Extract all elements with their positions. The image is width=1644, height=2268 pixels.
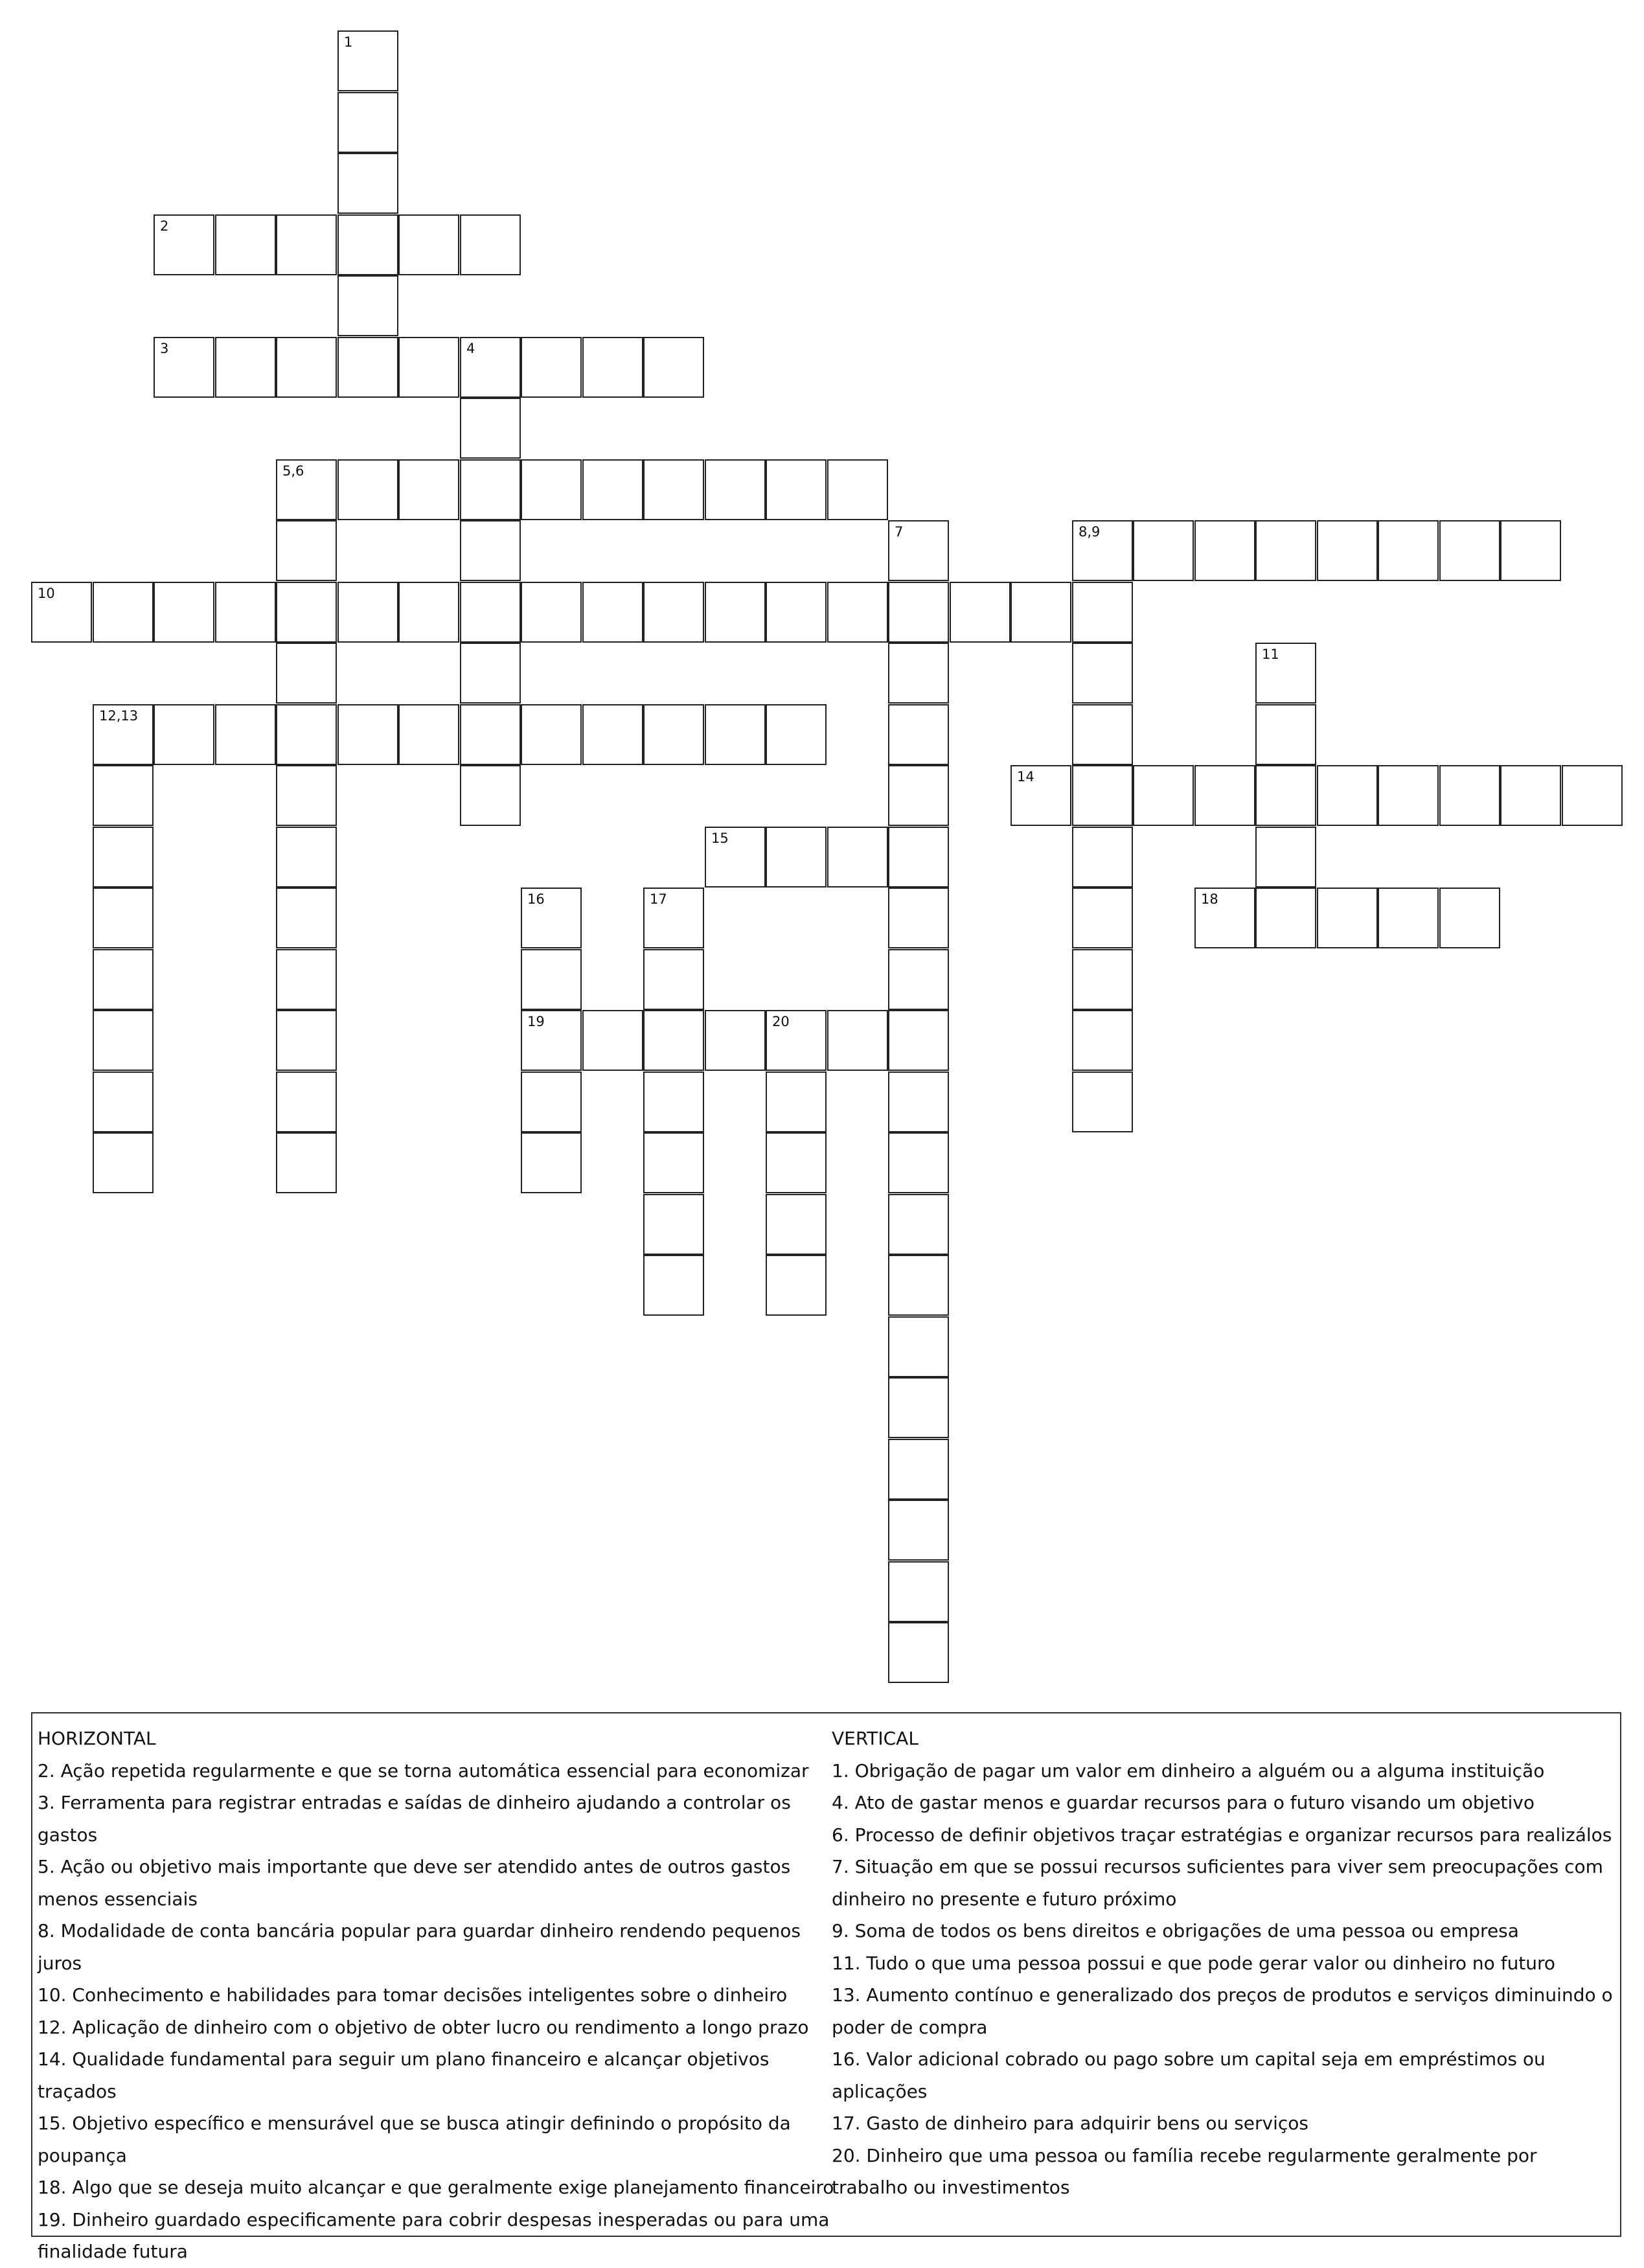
crossword-cell[interactable] <box>582 459 643 520</box>
crossword-cell[interactable] <box>643 704 704 765</box>
crossword-cell[interactable] <box>1500 520 1561 581</box>
crossword-cell[interactable] <box>460 459 521 520</box>
crossword-cell[interactable] <box>276 704 337 765</box>
crossword-cell[interactable] <box>521 337 582 398</box>
crossword-cell[interactable] <box>888 582 949 643</box>
clue-v6: 6. Processo de definir objetivos traçar estratégias e organizar recursos para realizálos <box>832 1824 1612 1846</box>
crossword-cell[interactable] <box>643 1010 704 1071</box>
crossword-cell[interactable] <box>337 275 398 336</box>
crossword-cell[interactable] <box>337 459 398 520</box>
clue-h5: 5. Ação ou objetivo mais importante que deve ser atendido antes de outros gastos menos essenciais <box>38 1856 791 1910</box>
crossword-cell[interactable] <box>337 337 398 398</box>
crossword-cell[interactable] <box>888 1010 949 1071</box>
crossword-cell[interactable] <box>337 214 398 275</box>
clue-number: 2 <box>160 218 169 234</box>
crossword-cell[interactable] <box>276 827 337 888</box>
crossword-cell[interactable] <box>827 1010 888 1071</box>
crossword-cell[interactable] <box>888 888 949 948</box>
crossword-cell[interactable] <box>1194 765 1255 826</box>
crossword-cell[interactable] <box>93 888 154 948</box>
clue-number: 8,9 <box>1079 524 1101 540</box>
crossword-cell[interactable] <box>888 765 949 826</box>
clue-number: 18 <box>1201 891 1218 907</box>
crossword-cell[interactable] <box>766 459 827 520</box>
crossword-cell[interactable] <box>154 214 214 275</box>
crossword-cell[interactable] <box>582 337 643 398</box>
crossword-cell[interactable] <box>1010 765 1071 826</box>
crossword-cell[interactable] <box>705 704 766 765</box>
crossword-cell[interactable] <box>215 582 276 643</box>
crossword-cell[interactable] <box>1378 888 1439 948</box>
crossword-cell[interactable] <box>888 520 949 581</box>
crossword-cell[interactable] <box>215 704 276 765</box>
crossword-cell[interactable] <box>154 337 214 398</box>
crossword-cell[interactable] <box>1317 520 1378 581</box>
crossword-cell[interactable] <box>1439 520 1500 581</box>
crossword-cell[interactable] <box>337 582 398 643</box>
clue-v20: 20. Dinheiro que uma pessoa ou família recebe regularmente geralmente por trabalho ou investimentos <box>832 2144 1537 2198</box>
crossword-cell[interactable] <box>1133 520 1194 581</box>
crossword-cell[interactable] <box>276 643 337 704</box>
crossword-cell[interactable] <box>276 888 337 948</box>
crossword-cell[interactable] <box>888 1622 949 1683</box>
clue-number: 5,6 <box>282 463 304 479</box>
clue-v13: 13. Aumento contínuo e generalizado dos preços de produtos e serviços diminuindo o poder de compra <box>832 1984 1613 2038</box>
crossword-cell[interactable] <box>276 582 337 643</box>
clue-number: 10 <box>38 586 55 601</box>
crossword-cell[interactable] <box>521 459 582 520</box>
crossword-cell[interactable] <box>888 1500 949 1561</box>
crossword-cell[interactable] <box>643 1132 704 1193</box>
clue-number: 15 <box>711 830 729 846</box>
crossword-cell[interactable] <box>827 582 888 643</box>
crossword-cell[interactable] <box>521 704 582 765</box>
clue-h8: 8. Modalidade de conta bancária popular para guardar dinheiro rendendo pequenos juros <box>38 1920 801 1974</box>
crossword-cell[interactable] <box>888 1561 949 1622</box>
crossword-cell[interactable] <box>1072 643 1133 704</box>
crossword-cell[interactable] <box>276 214 337 275</box>
crossword-cell[interactable] <box>276 1010 337 1071</box>
crossword-cell[interactable] <box>1072 520 1133 581</box>
crossword-cell[interactable] <box>215 214 276 275</box>
clue-number: 19 <box>527 1014 545 1029</box>
clue-h18: 18. Algo que se deseja muito alcançar e que geralmente exige planejamento financeiro <box>38 2177 834 2198</box>
crossword-cell[interactable] <box>705 582 766 643</box>
crossword-cell[interactable] <box>521 1132 582 1193</box>
crossword-cell[interactable] <box>888 827 949 888</box>
crossword-cell[interactable] <box>827 827 888 888</box>
crossword-cell[interactable] <box>460 214 521 275</box>
crossword-cell[interactable] <box>460 765 521 826</box>
crossword-cell[interactable] <box>337 92 398 153</box>
clue-v9: 9. Soma de todos os bens direitos e obrigações de uma pessoa ou empresa <box>832 1920 1519 1942</box>
crossword-cell[interactable] <box>337 153 398 214</box>
crossword-cell[interactable] <box>93 1010 154 1071</box>
crossword-cell[interactable] <box>337 704 398 765</box>
clue-number: 20 <box>772 1014 790 1029</box>
clue-number: 1 <box>344 34 353 50</box>
crossword-cell[interactable] <box>705 459 766 520</box>
crossword-cell[interactable] <box>766 582 827 643</box>
clue-number: 7 <box>895 524 904 540</box>
crossword-cell[interactable] <box>766 827 827 888</box>
crossword-cell[interactable] <box>93 582 154 643</box>
crossword-cell[interactable] <box>1072 1071 1133 1132</box>
crossword-cell[interactable] <box>643 459 704 520</box>
clue-number: 4 <box>466 341 475 356</box>
clue-h10: 10. Conhecimento e habilidades para tomar decisões inteligentes sobre o dinheiro <box>38 1984 788 2006</box>
crossword-cell[interactable] <box>1072 827 1133 888</box>
crossword-cell[interactable] <box>276 459 337 520</box>
crossword-cell[interactable] <box>766 1255 827 1316</box>
clue-h12: 12. Aplicação de dinheiro com o objetivo de obter lucro ou rendimento a longo prazo <box>38 2016 809 2038</box>
crossword-cell[interactable] <box>1255 765 1316 826</box>
clue-number: 3 <box>160 341 169 356</box>
clue-v11: 11. Tudo o que uma pessoa possui e que pode gerar valor ou dinheiro no futuro <box>832 1952 1556 1974</box>
crossword-cell[interactable] <box>1255 704 1316 765</box>
crossword-cell[interactable] <box>154 704 214 765</box>
crossword-cell[interactable] <box>1439 765 1500 826</box>
crossword-cell[interactable] <box>1317 888 1378 948</box>
crossword-cell[interactable] <box>582 704 643 765</box>
clue-number: 11 <box>1262 647 1279 662</box>
crossword-cell[interactable] <box>950 582 1010 643</box>
crossword-cell[interactable] <box>276 520 337 581</box>
crossword-cell[interactable] <box>643 1194 704 1255</box>
crossword-cell[interactable] <box>1255 643 1316 704</box>
clue-v4: 4. Ato de gastar menos e guardar recursos para o futuro visando um objetivo <box>832 1792 1535 1813</box>
clue-h15: 15. Objetivo específico e mensurável que se busca atingir definindo o propósito da poupança <box>38 2113 791 2166</box>
vertical-clues <box>832 1723 1617 2204</box>
crossword-cell[interactable] <box>1010 582 1071 643</box>
crossword-cell[interactable] <box>337 30 398 91</box>
crossword-cell[interactable] <box>766 704 827 765</box>
crossword-cell[interactable] <box>643 1255 704 1316</box>
crossword-cell[interactable] <box>1072 582 1133 643</box>
crossword-cell[interactable] <box>215 337 276 398</box>
crossword-cell[interactable] <box>827 459 888 520</box>
crossword-cell[interactable] <box>888 1194 949 1255</box>
crossword-cell[interactable] <box>582 582 643 643</box>
crossword-cell[interactable] <box>1562 765 1623 826</box>
crossword-cell[interactable] <box>1072 765 1133 826</box>
crossword-cell[interactable] <box>1072 888 1133 948</box>
crossword-cell[interactable] <box>888 1439 949 1500</box>
crossword-cell[interactable] <box>276 949 337 1010</box>
crossword-cell[interactable] <box>276 1071 337 1132</box>
crossword-cell[interactable] <box>643 337 704 398</box>
crossword-cell[interactable] <box>1255 888 1316 948</box>
crossword-cell[interactable] <box>398 704 459 765</box>
crossword-cell[interactable] <box>582 1010 643 1071</box>
clue-v1: 1. Obrigação de pagar um valor em dinheiro a alguém ou a alguma instituição <box>832 1759 1545 1781</box>
crossword-cell[interactable] <box>276 337 337 398</box>
crossword-cell[interactable] <box>521 1071 582 1132</box>
crossword-cell[interactable] <box>888 1071 949 1132</box>
crossword-cell[interactable] <box>276 765 337 826</box>
crossword-cell[interactable] <box>643 949 704 1010</box>
clues-box <box>31 1712 1621 2262</box>
clue-v7: 7. Situação em que se possui recursos suficientes para viver sem preocupações com dinheiro no presente e futuro próximo <box>832 1856 1603 1910</box>
crossword-cell[interactable] <box>460 520 521 581</box>
horizontal-heading: HORIZONTAL <box>38 1728 156 1749</box>
horizontal-clues <box>38 1723 844 2268</box>
crossword-cell[interactable] <box>460 582 521 643</box>
crossword-cell[interactable] <box>766 1071 827 1132</box>
crossword-cell[interactable] <box>1194 888 1255 948</box>
clue-number: 17 <box>650 891 667 907</box>
crossword-cell[interactable] <box>93 1132 154 1193</box>
crossword-cell[interactable] <box>93 704 154 765</box>
crossword-cell[interactable] <box>705 827 766 888</box>
clue-h3: 3. Ferramenta para registrar entradas e saídas de dinheiro ajudando a controlar os gastos <box>38 1792 791 1846</box>
crossword-cell[interactable] <box>93 827 154 888</box>
crossword-cell[interactable] <box>643 1071 704 1132</box>
crossword-cell[interactable] <box>521 949 582 1010</box>
crossword-cell[interactable] <box>1378 765 1439 826</box>
crossword-cell[interactable] <box>888 1255 949 1316</box>
crossword-cell[interactable] <box>888 643 949 704</box>
crossword-cell[interactable] <box>888 1316 949 1377</box>
crossword-cell[interactable] <box>1255 827 1316 888</box>
clue-v16: 16. Valor adicional cobrado ou pago sobre um capital seja em empréstimos ou aplicações <box>832 2048 1546 2102</box>
crossword-cell[interactable] <box>888 704 949 765</box>
crossword-cell[interactable] <box>460 643 521 704</box>
crossword-cell[interactable] <box>1500 765 1561 826</box>
crossword-cell[interactable] <box>398 582 459 643</box>
crossword-cell[interactable] <box>1255 520 1316 581</box>
crossword-cell[interactable] <box>31 582 92 643</box>
crossword-cell[interactable] <box>1133 765 1194 826</box>
crossword-cell[interactable] <box>521 888 582 948</box>
crossword-cell[interactable] <box>1072 949 1133 1010</box>
crossword-cell[interactable] <box>1317 765 1378 826</box>
crossword-cell[interactable] <box>643 582 704 643</box>
crossword-cell[interactable] <box>888 1132 949 1193</box>
crossword-cell[interactable] <box>1439 888 1500 948</box>
clue-v17: 17. Gasto de dinheiro para adquirir bens ou serviços <box>832 2113 1308 2134</box>
crossword-cell[interactable] <box>521 1010 582 1071</box>
crossword-cell[interactable] <box>766 1010 827 1071</box>
clue-h2: 2. Ação repetida regularmente e que se torna automática essencial para economizar <box>38 1759 809 1781</box>
crossword-cell[interactable] <box>154 582 214 643</box>
crossword-cell[interactable] <box>643 888 704 948</box>
clue-h14: 14. Qualidade fundamental para seguir um plano financeiro e alcançar objetivos traçados <box>38 2048 770 2102</box>
crossword-cell[interactable] <box>398 337 459 398</box>
crossword-cell[interactable] <box>1194 520 1255 581</box>
clue-h19: 19. Dinheiro guardado especificamente para cobrir despesas inesperadas ou para uma finalidade futura <box>38 2208 830 2262</box>
crossword-cell[interactable] <box>93 765 154 826</box>
crossword-cell[interactable] <box>460 704 521 765</box>
crossword-cell[interactable] <box>398 214 459 275</box>
crossword-cell[interactable] <box>93 1071 154 1132</box>
clue-number: 12,13 <box>99 708 139 724</box>
crossword-cell[interactable] <box>888 1377 949 1438</box>
crossword-cell[interactable] <box>398 459 459 520</box>
clue-number: 16 <box>527 891 545 907</box>
crossword-cell[interactable] <box>766 1194 827 1255</box>
crossword-cell[interactable] <box>1072 1010 1133 1071</box>
crossword-cell[interactable] <box>766 1132 827 1193</box>
crossword-cell[interactable] <box>1072 704 1133 765</box>
crossword-cell[interactable] <box>521 582 582 643</box>
clue-number: 14 <box>1017 769 1034 785</box>
vertical-heading: VERTICAL <box>832 1728 919 1749</box>
crossword-cell[interactable] <box>888 949 949 1010</box>
crossword-cell[interactable] <box>93 949 154 1010</box>
crossword-cell[interactable] <box>276 1132 337 1193</box>
crossword-cell[interactable] <box>460 337 521 398</box>
crossword-cell[interactable] <box>705 1010 766 1071</box>
crossword-cell[interactable] <box>1378 520 1439 581</box>
crossword-cell[interactable] <box>460 398 521 459</box>
